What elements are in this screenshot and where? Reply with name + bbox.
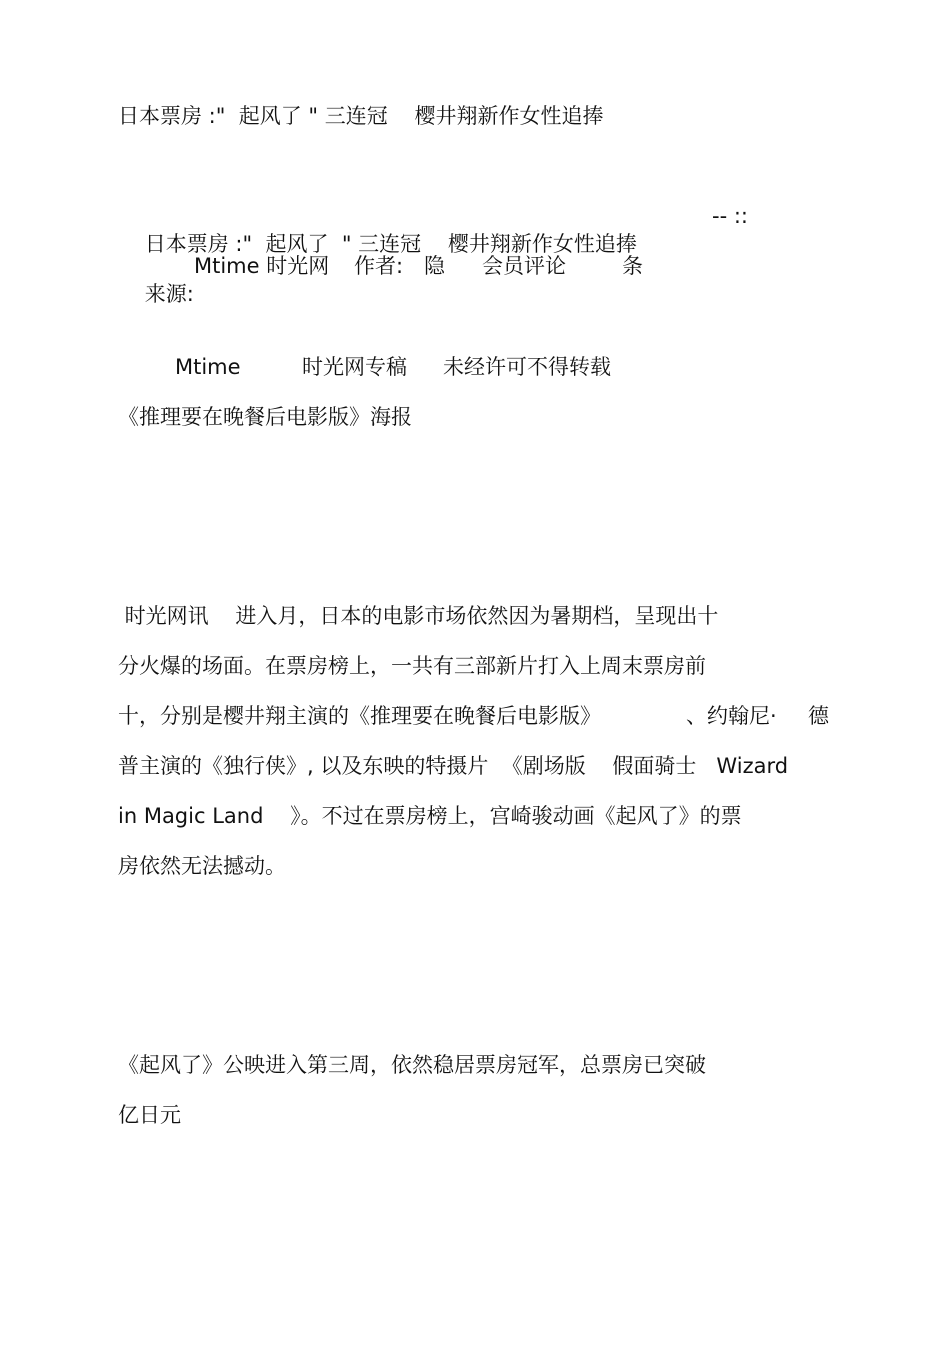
comments-label: 会员评论	[482, 254, 566, 278]
paragraph-1-line-3-tail-a: 、约翰尼·	[686, 704, 777, 728]
paragraph-1-line-6: 房依然无法撼动。	[118, 854, 286, 878]
paragraph-1-line-1: 时光网讯 进入月，日本的电影市场依然因为暑期档，呈现出十	[118, 604, 719, 628]
paragraph-2-line-1: 《起风了》公映进入第三周，依然稳居票房冠军，总票房已突破	[118, 1053, 706, 1077]
author-label: 作者:	[354, 254, 404, 278]
paragraph-1-line-5: in Magic Land 》。不过在票房榜上，宫崎骏动画《起风了》的票	[118, 804, 742, 828]
paragraph-1-line-4: 普主演的《独行侠》, 以及东映的特摄片 《剧场版 假面骑士 Wizard	[118, 754, 789, 778]
paragraph-1-line-3-tail-b: 德	[808, 704, 829, 728]
source-value: Mtime 时光网	[194, 254, 330, 278]
copyright-text-a: 时光网专稿	[302, 355, 407, 379]
comments-unit: 条	[622, 254, 643, 278]
article-meta	[118, 252, 194, 336]
source-label: 来源:	[144, 282, 194, 306]
paragraph-2-line-2: 亿日元	[118, 1103, 181, 1127]
article-date: -- ::	[712, 204, 748, 228]
page-title: 日本票房 :" 起风了 " 三连冠 樱井翔新作女性追捧	[118, 104, 604, 128]
author-value: 隐	[424, 254, 445, 278]
paragraph-1-line-2: 分火爆的场面。在票房榜上，一共有三部新片打入上周末票房前	[118, 654, 706, 678]
poster-caption: 《推理要在晚餐后电影版》海报	[118, 405, 412, 429]
copyright-brand: Mtime	[175, 355, 241, 379]
article-title-text: 日本票房 :" 起风了 " 三连冠 樱井翔新作女性追捧	[144, 232, 637, 256]
copyright-text-b: 未经许可不得转载	[443, 355, 611, 379]
paragraph-1-line-3: 十，分别是樱井翔主演的《推理要在晚餐后电影版》	[118, 704, 601, 728]
